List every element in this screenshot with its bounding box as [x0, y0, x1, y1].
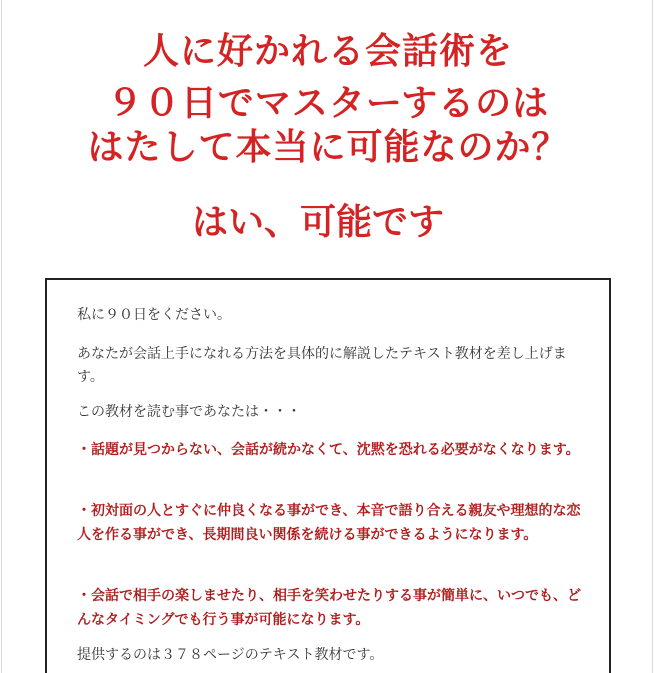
benefit-item: ・話題が見つからない、会話が続かなくて、沈黙を恐れる必要がなくなります。	[77, 442, 580, 458]
headline-line-3: はたして本当に可能なのか？	[87, 126, 569, 168]
benefit-item: ・初対面の人とすぐに仲良くなる事ができ、本音で語り合える親友や理想的な恋人を作る事ができ、長期間良い関係を続ける事ができるようになります。	[77, 503, 581, 543]
headline-line-2: ９０日でマスターするのは	[106, 82, 550, 124]
benefit-item: ・会話で相手の楽しませたり、相手を笑わせたりする事が簡単に、いつでも、どんなタイミングでも行う事が可能になります。	[77, 588, 581, 628]
content-box	[45, 278, 611, 673]
offer-paragraph: あなたが会話上手になれる方法を具体的に解説したテキスト教材を差し上げます。	[77, 346, 567, 385]
headline-line-1: 人に好かれる会話術を	[142, 30, 513, 72]
subheadline: はい、可能です	[191, 201, 444, 243]
intro-paragraph: 私に９０日をください。	[77, 307, 231, 323]
lead-in-paragraph: この教材を読む事であなたは・・・	[77, 404, 301, 420]
product-paragraph: 提供するのは３７８ページのテキスト教材です。	[77, 647, 384, 663]
